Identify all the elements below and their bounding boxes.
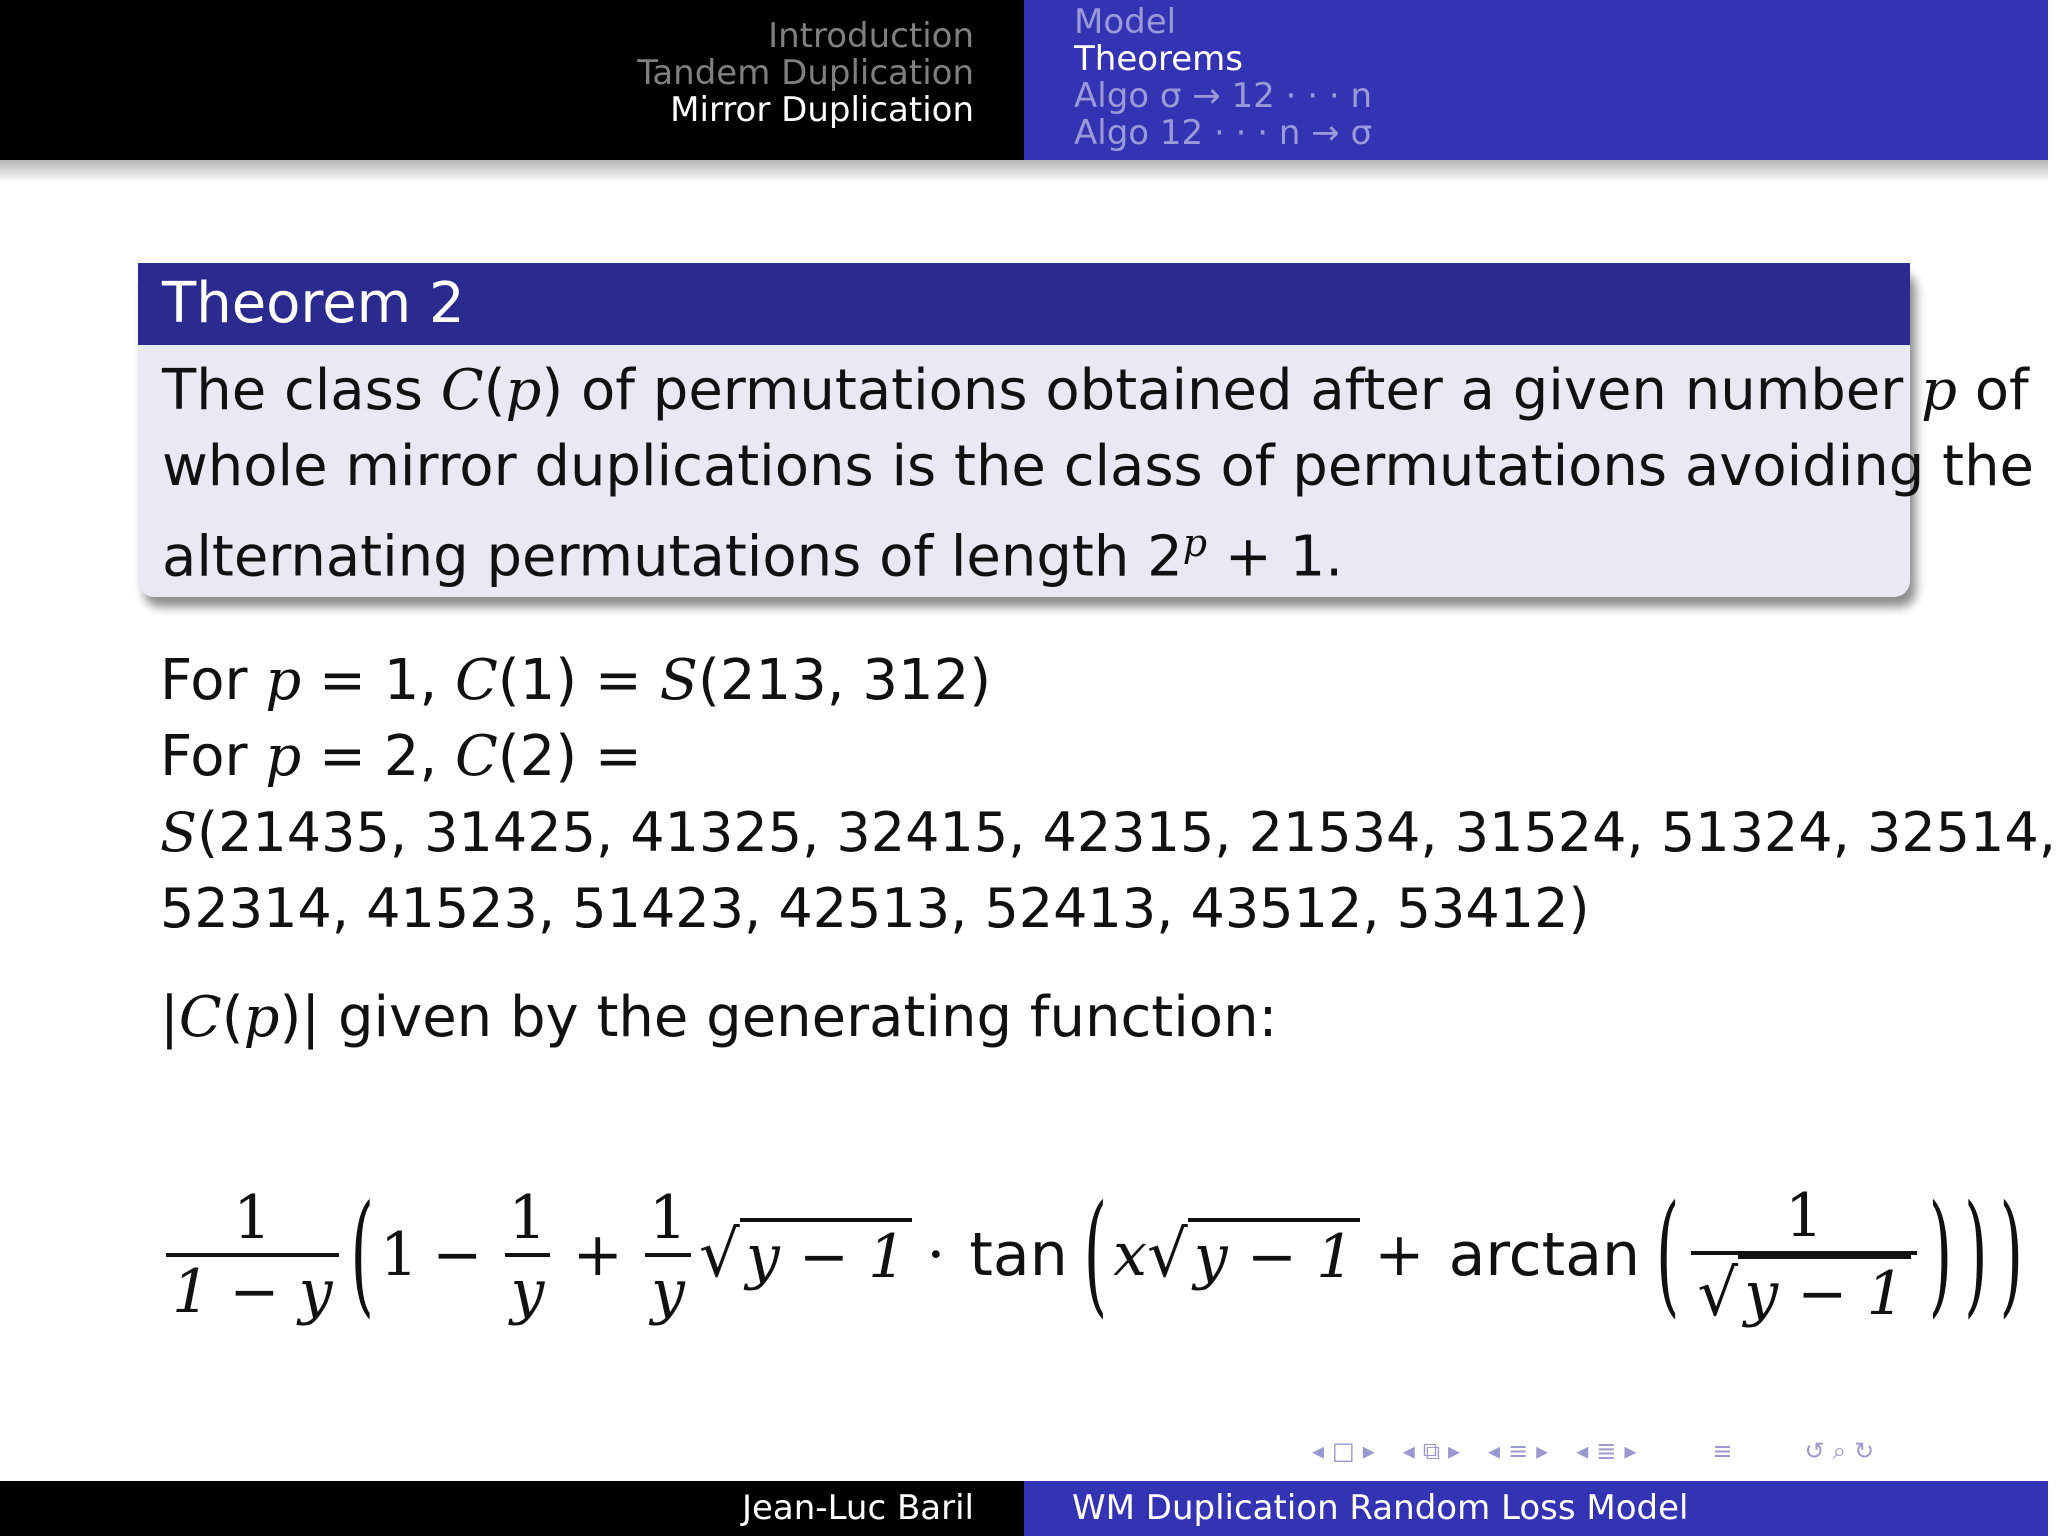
fraction-1-over-1-minus-y: $\frac{1}{1 - y}$ — [166, 1183, 339, 1327]
sqrt-y-minus-1-b: √ y − 1 — [1147, 1218, 1360, 1292]
section-mirror-duplication[interactable]: Mirror Duplication — [670, 90, 974, 130]
nav-search-icon[interactable]: ⌕ — [1832, 1437, 1847, 1465]
nav-prev-frame-icon[interactable]: ◂ — [1312, 1437, 1325, 1465]
section-nav — [0, 0, 1024, 160]
subsection-theorems[interactable]: Theorems — [1074, 39, 1244, 79]
header-shadow — [0, 160, 2048, 182]
footer-author: Jean-Luc Baril — [741, 1488, 974, 1528]
theorem-line-2: whole mirror duplications is the class of permutations avoiding the — [162, 434, 2035, 499]
section-tandem-duplication[interactable]: Tandem Duplication — [637, 53, 974, 93]
nav-prev-section-icon[interactable]: ◂ — [1488, 1437, 1501, 1465]
fraction-1-over-y: $\frac{1}{y}$ — [502, 1183, 552, 1327]
sqrt-y-minus-1: √ y − 1 — [699, 1218, 912, 1292]
nav-back-icon[interactable]: ↺ — [1804, 1437, 1825, 1465]
example-p1: For p = 1, C(1) = S(213, 312) — [160, 648, 992, 713]
nav-next-frame-icon[interactable]: ▸ — [1362, 1437, 1375, 1465]
subsection-nav — [1024, 0, 2048, 160]
theorem-title: Theorem 2 — [138, 263, 1910, 345]
nav-prev-subsection-icon[interactable]: ◂ — [1402, 1437, 1415, 1465]
nav-subsection-icon[interactable]: ⧉ — [1422, 1437, 1440, 1465]
nav-next-doc-icon[interactable]: ▸ — [1624, 1437, 1637, 1465]
generating-function-formula: $\frac{1}{1 - y}$ ( 1 − $\frac{1}{y}$ + $\frac{1}{y}$ √ y − 1 · tan ( x √ y − 1 + arctan ( 1 √ y − 1 ) ) ) — [160, 1160, 2029, 1350]
nav-section-icon[interactable]: ≡ — [1508, 1437, 1529, 1465]
theorem-line-1: The class C(p) of permutations obtained after a given number p of — [162, 358, 2029, 423]
nav-align-icon[interactable]: ≡ — [1712, 1437, 1733, 1465]
theorem-line-3: alternating permutations of length $2^p + 1$. — [162, 521, 1344, 590]
theorem-block — [138, 263, 2035, 597]
pattern-set-line-1: S(21435, 31425, 41325, 32415, 42315, 21534, 31524, 51324, 32514, — [160, 801, 2056, 864]
sqrt-icon: √ — [1147, 1218, 1188, 1292]
subsection-algo-id-to-sigma[interactable]: Algo 12 · · · n → σ — [1074, 113, 1373, 153]
subsection-model[interactable]: Model — [1074, 2, 1177, 42]
theorem-body — [138, 345, 2035, 596]
fraction-1-over-y-2: $\frac{1}{y}$ — [643, 1183, 693, 1327]
nav-forward-icon[interactable]: ↻ — [1854, 1437, 1875, 1465]
paren-open: ( — [350, 1178, 374, 1332]
pattern-set-line-2: 52314, 41523, 51423, 42513, 52413, 43512, 53412) — [160, 877, 1590, 940]
sqrt-icon: √ — [1697, 1256, 1739, 1331]
nav-frame-icon[interactable]: □ — [1332, 1437, 1355, 1465]
footer-left — [0, 1481, 1024, 1536]
example-p2: For p = 2, C(2) = — [160, 724, 642, 789]
generating-function-intro: |C(p)| given by the generating function: — [160, 985, 1278, 1050]
nav-next-section-icon[interactable]: ▸ — [1536, 1437, 1549, 1465]
nav-doc-icon[interactable]: ≣ — [1596, 1437, 1617, 1465]
footer-right — [1024, 1481, 2048, 1536]
header-bar — [0, 0, 2048, 160]
beamer-navigation — [1312, 1436, 1874, 1466]
nav-next-subsection-icon[interactable]: ▸ — [1447, 1437, 1461, 1465]
nav-prev-doc-icon[interactable]: ◂ — [1576, 1437, 1589, 1465]
sqrt-icon: √ — [699, 1218, 740, 1292]
footer-title: WM Duplication Random Loss Model — [1072, 1488, 1689, 1528]
subsection-algo-sigma-to-id[interactable]: Algo σ → 12 · · · n — [1074, 76, 1373, 116]
fraction-1-over-sqrt: 1 √ y − 1 — [1691, 1181, 1916, 1330]
section-introduction[interactable]: Introduction — [768, 16, 974, 56]
